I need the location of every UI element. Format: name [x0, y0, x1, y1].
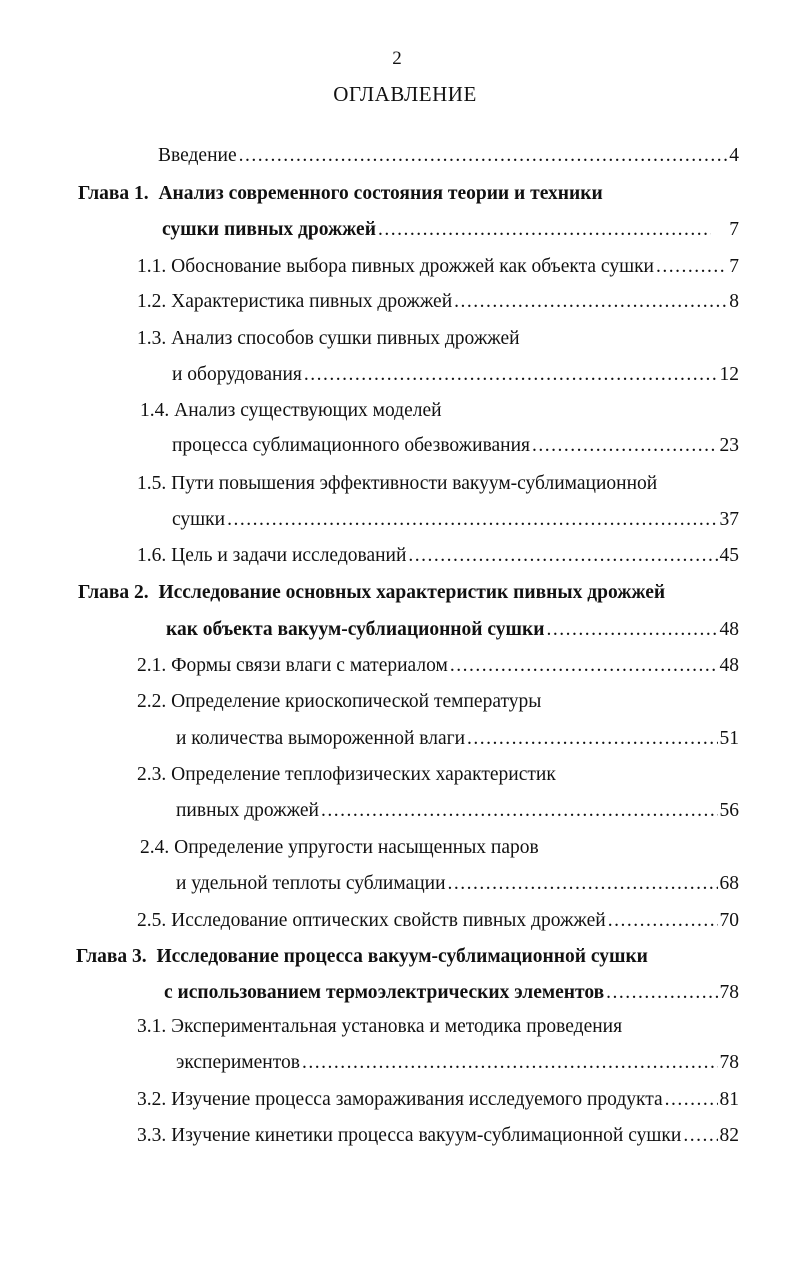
toc-section-2-4-continuation: [176, 870, 739, 898]
toc-entry-text: пивных дрожжей: [176, 800, 319, 821]
toc-section-1-5-title: 1.5. Пути повышения эффективности вакуум-сублимационной: [137, 473, 658, 494]
toc-chapter-title: Исследование процесса вакуум-сублимационной сушки: [156, 946, 648, 967]
toc-section-3-1-title: 3.1. Экспериментальная установка и методика проведения: [137, 1016, 623, 1037]
toc-page-number: 68: [719, 873, 739, 894]
toc-section-2-2-title: 2.2. Определение криоскопической температуры: [137, 691, 542, 712]
toc-section-1-4-continuation: [172, 432, 739, 460]
toc-chapter-1-continuation: [162, 216, 739, 244]
toc-entry-text: и оборудования: [172, 364, 302, 385]
toc-page-number: 23: [719, 435, 739, 456]
toc-section-2-5: [137, 907, 739, 935]
toc-entry-text: 3.2. Изучение процесса замораживания исследуемого продукта: [137, 1089, 663, 1110]
toc-page-number: 37: [719, 509, 739, 530]
leader-dots: [656, 253, 727, 281]
page-number: 2: [392, 48, 402, 69]
toc-section-2-3-title: 2.3. Определение теплофизических характеристик: [137, 764, 556, 785]
toc-entry-text: сушки пивных дрожжей: [162, 219, 376, 240]
toc-page-number: 48: [719, 655, 739, 676]
toc-page-number: 48: [719, 619, 739, 640]
toc-section-1-2: [137, 288, 739, 316]
leader-dots: [532, 432, 717, 460]
leader-dots: [547, 616, 718, 644]
toc-page-number: 82: [719, 1125, 739, 1146]
toc-page-number: 7: [729, 219, 739, 240]
toc-entry-text: сушки: [172, 509, 226, 530]
toc-entry-text: 2.5. Исследование оптических свойств пивных дрожжей: [137, 910, 606, 931]
toc-chapter-2-continuation: [166, 616, 739, 644]
toc-section-3-3: [137, 1122, 739, 1150]
toc-page-number: 78: [719, 982, 739, 1003]
toc-page-number: 70: [719, 910, 739, 931]
toc-page-number: 7: [729, 256, 739, 277]
toc-section-1-3-title: 1.3. Анализ способов сушки пивных дрожжей: [137, 328, 520, 349]
leader-dots: [450, 652, 718, 680]
leader-dots: [683, 1122, 717, 1150]
toc-section-1-5-continuation: [172, 506, 739, 534]
toc-entry-text: с использованием термоэлектрических элементов: [164, 982, 605, 1003]
toc-chapter-title: Анализ современного состояния теории и техники: [158, 183, 603, 204]
leader-dots: [408, 542, 717, 570]
toc-entry-text: как объекта вакуум-сублиационной сушки: [166, 619, 545, 640]
toc-section-1-3-continuation: [172, 361, 739, 389]
toc-section-3-1-continuation: [176, 1049, 739, 1077]
leader-dots: [448, 870, 718, 898]
toc-entry-introduction: [158, 142, 739, 170]
leader-dots: [665, 1086, 718, 1114]
toc-page-number: 4: [729, 145, 739, 166]
leader-dots: [302, 1049, 718, 1077]
toc-entry-text: и количества вымороженной влаги: [176, 728, 466, 749]
toc-page-number: 56: [719, 800, 739, 821]
leader-dots: [467, 725, 717, 753]
toc-page-number: 51: [719, 728, 739, 749]
toc-chapter-number: Глава 2.: [78, 582, 149, 603]
toc-entry-text: и удельной теплоты сублимации: [176, 873, 446, 894]
leader-dots: [606, 979, 717, 1007]
toc-section-1-4-title: 1.4. Анализ существующих моделей: [140, 400, 442, 421]
toc-entry-text: 2.1. Формы связи влаги с материалом: [137, 655, 448, 676]
toc-section-2-4-title: 2.4. Определение упругости насыщенных паров: [140, 837, 539, 858]
toc-entry-text: 1.2. Характеристика пивных дрожжей: [137, 291, 453, 312]
leader-dots: [227, 506, 717, 534]
toc-chapter-2-heading: [78, 579, 665, 607]
toc-chapter-title: Исследование основных характеристик пивных дрожжей: [158, 582, 666, 603]
toc-section-3-2: [137, 1086, 739, 1114]
leader-dots: [454, 288, 727, 316]
leader-dots: [608, 907, 718, 935]
page-title: ОГЛАВЛЕНИЕ: [333, 82, 477, 106]
toc-entry-text: 1.1. Обоснование выбора пивных дрожжей как объекта сушки: [137, 256, 654, 277]
toc-page-number: 8: [729, 291, 739, 312]
toc-page-number: 81: [719, 1089, 739, 1110]
leader-dots: [321, 797, 718, 825]
toc-section-2-3-continuation: [176, 797, 739, 825]
leader-dots: [304, 361, 718, 389]
leader-dots: [239, 142, 728, 170]
toc-chapter-number: Глава 3.: [76, 946, 147, 967]
toc-entry-text: процесса сублимационного обезвоживания: [172, 435, 531, 456]
toc-entry-text: Введение: [158, 145, 237, 166]
leader-dots: [378, 216, 711, 244]
toc-entry-text: экспериментов: [176, 1052, 300, 1073]
toc-section-2-1: [137, 652, 739, 680]
toc-chapter-3-heading: [76, 943, 648, 971]
toc-chapter-number: Глава 1.: [78, 183, 149, 204]
toc-chapter-3-continuation: [164, 979, 739, 1007]
toc-section-2-2-continuation: [176, 725, 739, 753]
toc-section-1-6: [137, 542, 739, 570]
toc-page-number: 12: [719, 364, 739, 385]
toc-chapter-1-heading: [78, 180, 603, 208]
toc-section-1-1: [137, 253, 739, 281]
toc-page-number: 78: [719, 1052, 739, 1073]
toc-page-number: 45: [719, 545, 739, 566]
toc-entry-text: 1.6. Цель и задачи исследований: [137, 545, 407, 566]
toc-entry-text: 3.3. Изучение кинетики процесса вакуум-сублимационной сушки: [137, 1125, 682, 1146]
